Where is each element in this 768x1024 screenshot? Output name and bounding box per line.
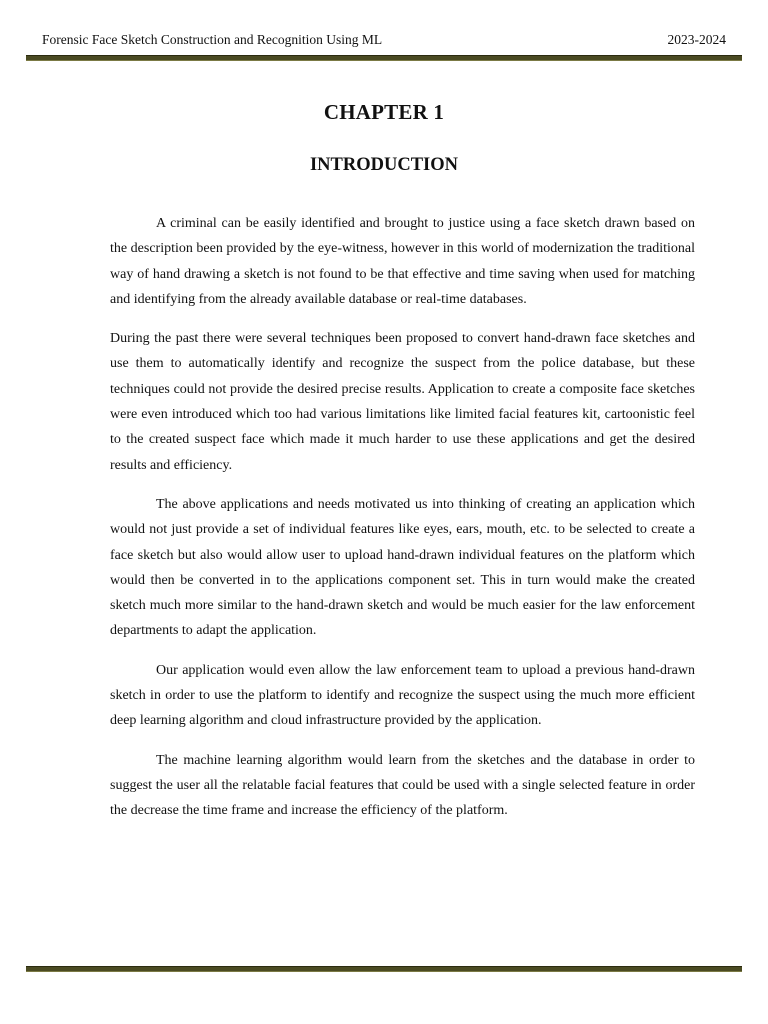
header-divider	[26, 55, 742, 61]
paragraph-1: A criminal can be easily identified and brought to justice using a face sketch drawn based on the description been provided by the eye-witness, however in this world of modernization the traditional way of hand drawing a sketch is not found to be that effective and time saving when used for matching and identifying from the already available database or real-time databases.	[110, 216, 695, 307]
header-academic-year: 2023-2024	[667, 32, 726, 47]
paragraph-5: The machine learning algorithm would learn from the sketches and the database in order to suggest the user all the relatable facial features that could be used with a single selected feature in order the decrease the time frame and increase the efficiency of the platform.	[110, 752, 695, 819]
paragraph-2: During the past there were several techniques been proposed to convert hand-drawn face sketches and use them to automatically identify and recognize the suspect from the police database, but these techniques could not provide the desired precise results. Application to create a composite face sketches were even introduced which too had various limitations like limited facial features kit, cartoonistic feel to the created suspect face which made it much harder to use these applications and get the desired results and efficiency.	[110, 331, 695, 473]
paragraph-3: The above applications and needs motivated us into thinking of creating an application which would not just provide a set of individual features like eyes, ears, mouth, etc. to be selected to create a face sketch but also would allow user to upload hand-drawn individual features on the platform which would then be converted in to the applications component set. This in turn would make the created sketch much more similar to the hand-drawn sketch and would be much easier for the law enforcement departments to adapt the application.	[110, 496, 695, 639]
chapter-heading: CHAPTER 1	[323, 100, 445, 124]
page-header	[42, 31, 726, 51]
header-document-title: Forensic Face Sketch Construction and Recognition Using ML	[42, 32, 383, 47]
body-text	[110, 211, 695, 838]
paragraph-4: Our application would even allow the law enforcement team to upload a previous hand-drawn sketch in order to use the platform to identify and recognize the suspect using the much more efficient deep learning algorithm and cloud infrastructure provided by the application.	[110, 662, 695, 729]
footer-divider	[26, 966, 742, 972]
section-heading: INTRODUCTION	[309, 155, 459, 175]
